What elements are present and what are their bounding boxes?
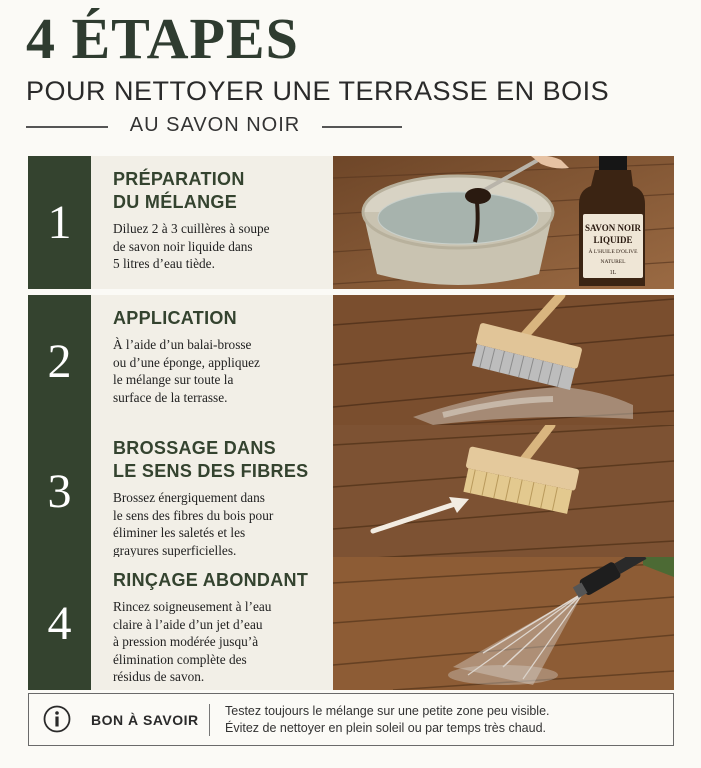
bucket-spoon-bottle-illustration bbox=[333, 156, 674, 289]
step-2-text bbox=[113, 307, 328, 406]
hose-rinse-illustration bbox=[333, 557, 674, 690]
step-1-number: 1 bbox=[28, 156, 91, 289]
step-1-title: PRÉPARATION DU MÉLANGE bbox=[113, 169, 245, 212]
bottle-label-line4: NATUREL bbox=[600, 259, 626, 265]
step-4-photo bbox=[333, 557, 674, 690]
page-tagline: AU SAVON NOIR bbox=[129, 114, 301, 136]
step-3-description: Brossez énergiquement dans le sens des fibres du bois pour éliminer les saletés et les grayures superficielles. bbox=[113, 490, 274, 558]
step-4-title: RINÇAGE ABONDANT bbox=[113, 570, 309, 590]
step-3-text bbox=[113, 437, 328, 559]
step-3-title: BROSSAGE DANS LE SENS DES FIBRES bbox=[113, 438, 309, 481]
bottle-label-line1: SAVON NOIR bbox=[585, 223, 641, 233]
step-1-photo bbox=[333, 156, 674, 289]
tagline-rule-right bbox=[322, 126, 402, 128]
bottle-label-line2: LIQUIDE bbox=[593, 235, 633, 245]
page-subtitle: POUR NETTOYER UNE TERRASSE EN BOIS bbox=[26, 76, 610, 106]
step-1-description: Diluez 2 à 3 cuillères à soupe de savon noir liquide dans 5 litres d’eau tiède. bbox=[113, 221, 270, 271]
step-3-card bbox=[28, 425, 674, 558]
step-3-number: 3 bbox=[28, 425, 91, 558]
step-1-card bbox=[28, 156, 674, 289]
brushing-illustration bbox=[333, 425, 674, 558]
step-4-card bbox=[28, 557, 674, 690]
bottle-label-volume: 1L bbox=[609, 270, 617, 276]
step-4-number: 4 bbox=[28, 557, 91, 690]
tip-text: Testez toujours le mélange sur une petite zone peu visible. Évitez de nettoyer en plein soleil ou par temps très chaud. bbox=[225, 704, 550, 735]
step-3-photo bbox=[333, 425, 674, 558]
tip-label: BON À SAVOIR bbox=[91, 712, 199, 728]
step-2-number: 2 bbox=[28, 295, 91, 428]
step-4-description: Rincez soigneusement à l’eau claire à l’aide d’un jet d’eau à pression modérée jusqu’à élimination complète des résidus de savon. bbox=[113, 599, 272, 684]
step-2-description: À l’aide d’un balai-brosse ou d’une éponge, appliquez le mélange sur toute la surface de la terrasse. bbox=[113, 337, 260, 405]
step-2-photo bbox=[333, 295, 674, 428]
step-1-text bbox=[113, 168, 328, 273]
scrub-brush-illustration bbox=[333, 295, 674, 428]
step-4-text bbox=[113, 569, 328, 686]
tip-box bbox=[28, 693, 674, 746]
step-2-title: APPLICATION bbox=[113, 308, 237, 328]
bottle-label-line3: À L'HUILE D'OLIVE bbox=[588, 249, 638, 255]
step-2-card bbox=[28, 295, 674, 428]
page-title: 4 ÉTAPES bbox=[26, 6, 299, 71]
tip-divider bbox=[209, 704, 210, 736]
bucket-illustration bbox=[363, 176, 553, 285]
info-icon bbox=[43, 705, 71, 733]
